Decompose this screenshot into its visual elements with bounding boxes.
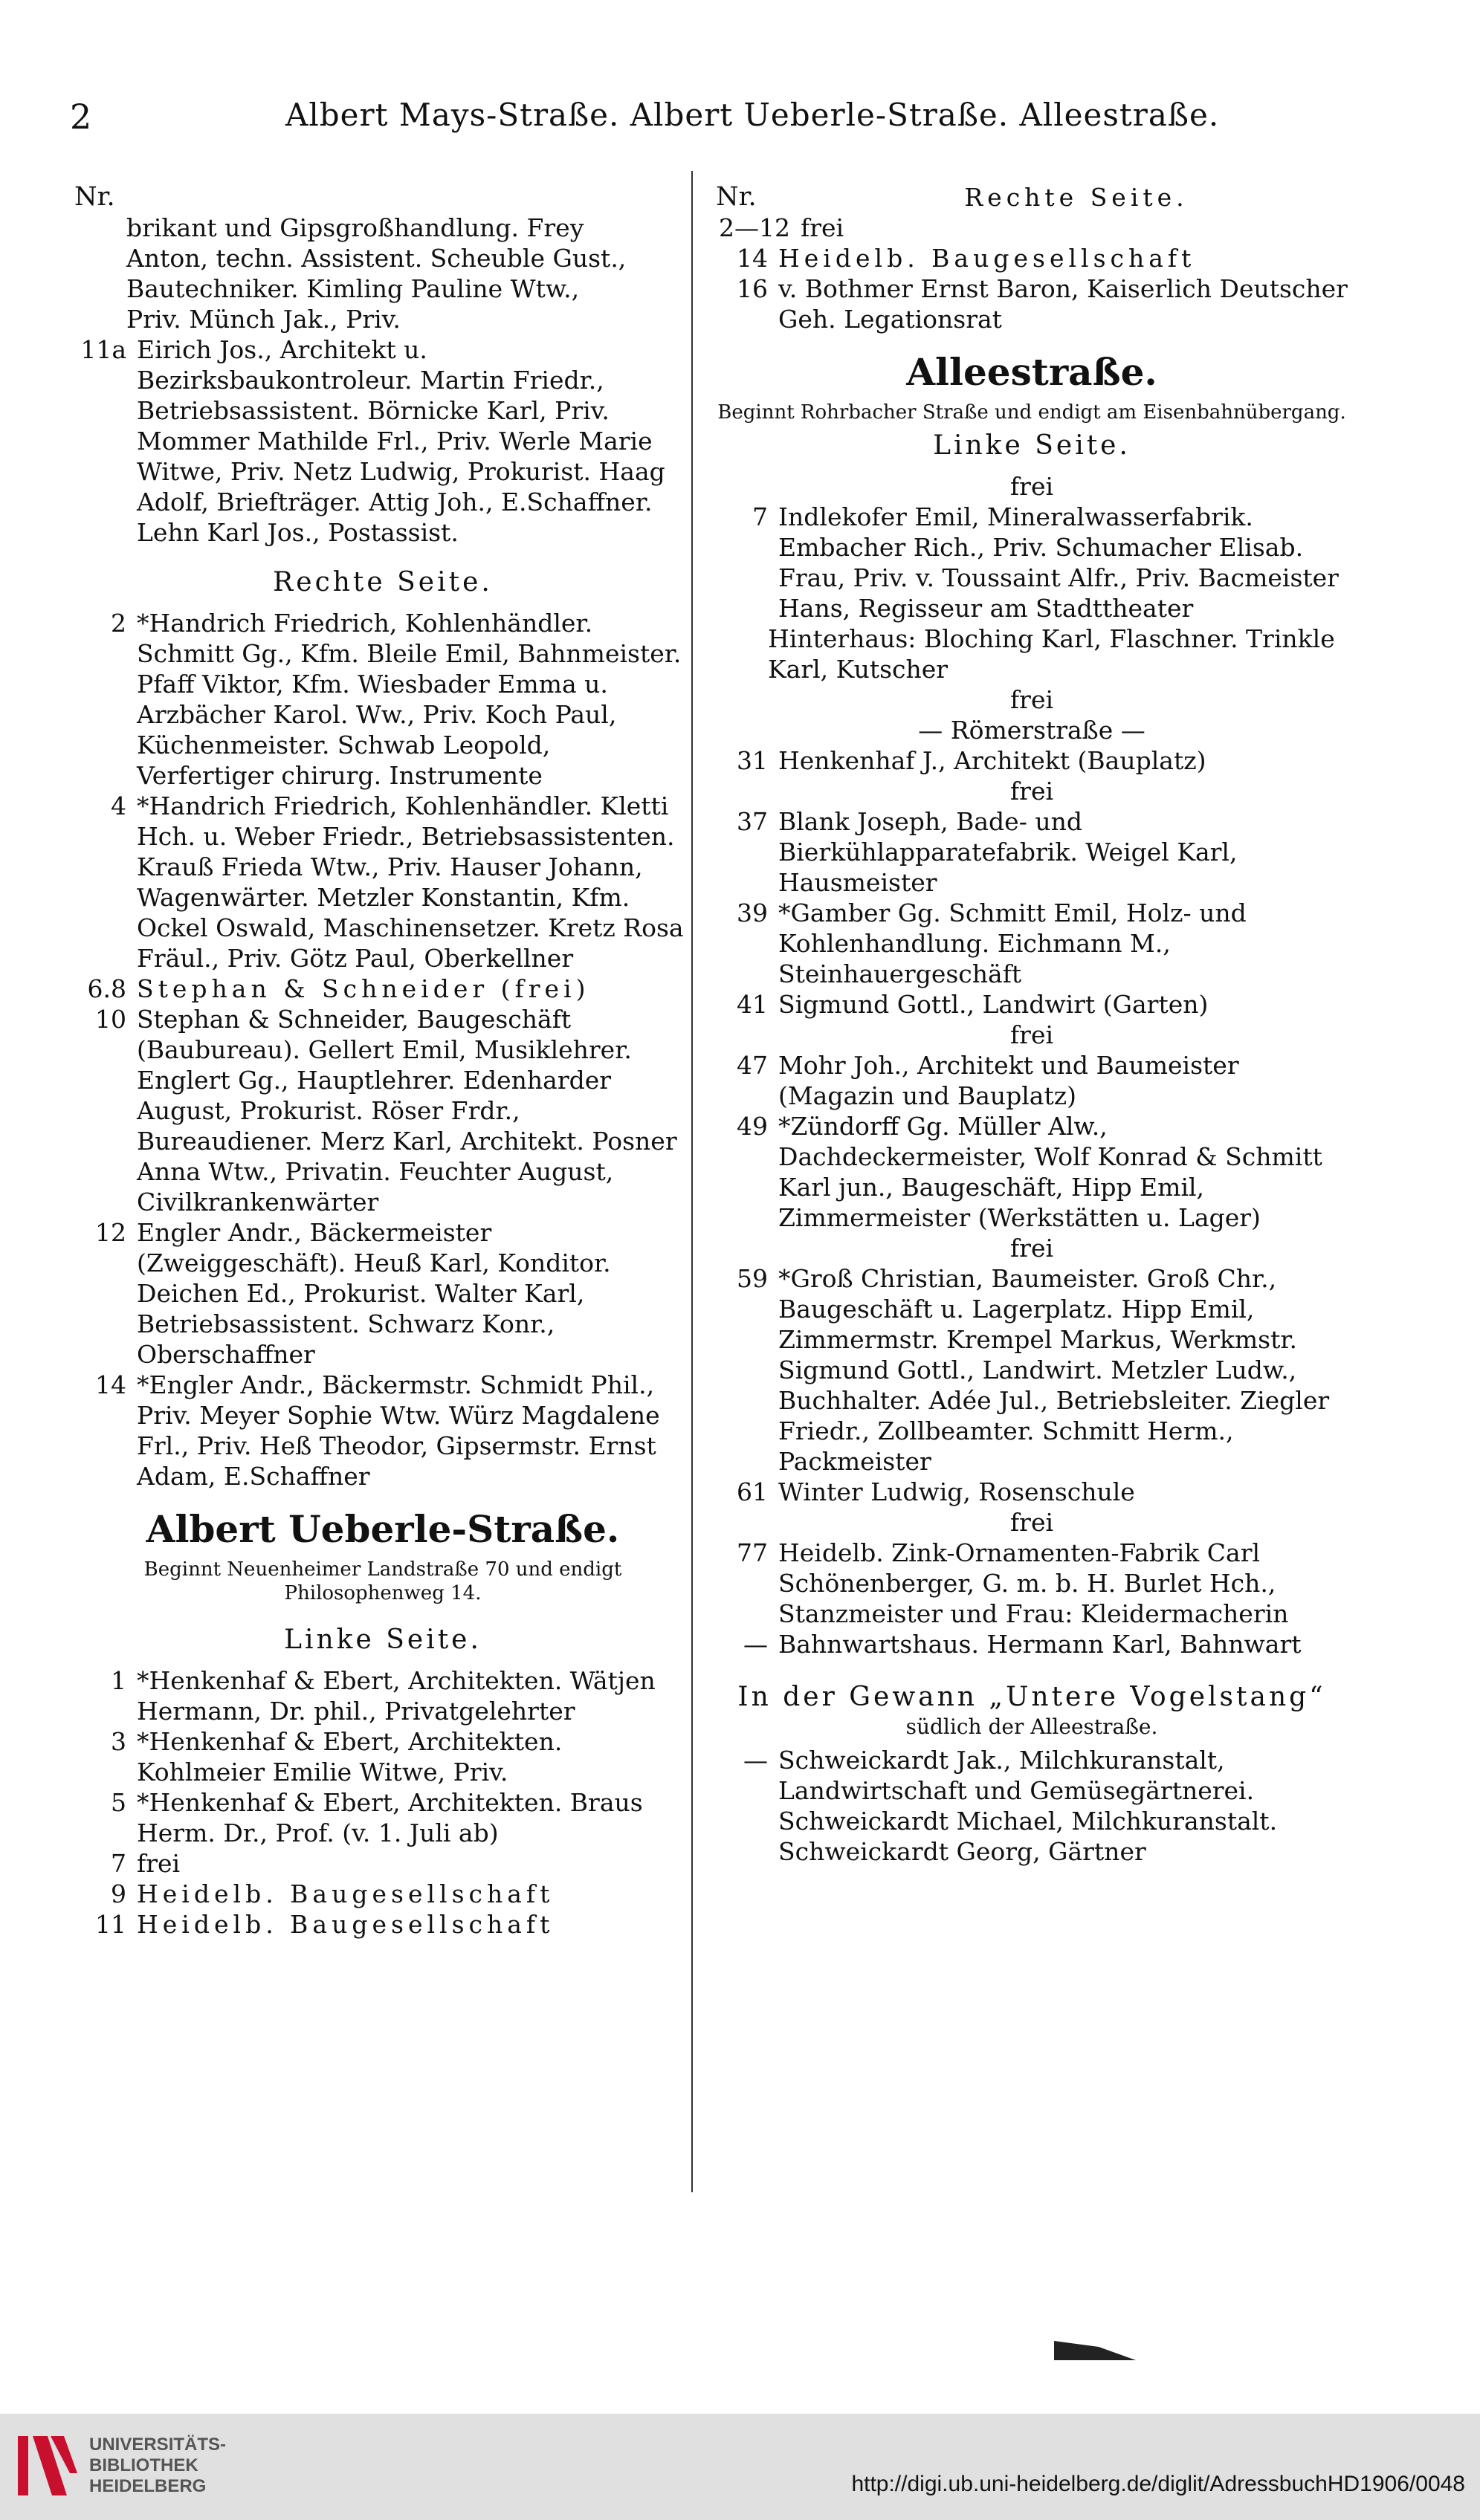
intro-line: Priv. Münch Jak., Priv. bbox=[126, 305, 401, 334]
address-entry bbox=[74, 1004, 691, 1217]
side-heading: Rechte Seite. bbox=[964, 183, 1189, 212]
residents: Heidelb. Baugesellschaft bbox=[137, 1910, 555, 1939]
residents: *Handrich Friedrich, Kohlenhändler. Schmitt Gg., Kfm. Bleile Emil, Bahnmeister. Pfaff Viktor, Kfm. Wiesbader Emma u. Arzbächer Karol. Ww., Priv. Koch Paul, Küchenmeister. Schwab Leopold, Verfertiger chirurg. Instrumente bbox=[137, 609, 682, 790]
address-entry bbox=[74, 1217, 691, 1370]
house-number: 6.8 bbox=[87, 974, 126, 1003]
residents: Heidelb. Baugesellschaft bbox=[778, 244, 1196, 273]
house-number: 7 bbox=[752, 502, 768, 531]
house-number: 7 bbox=[111, 1849, 126, 1878]
street-note: Beginnt Rohrbacher Straße und endigt am Eisenbahnübergang. bbox=[717, 401, 1346, 424]
residents: Sigmund Gottl., Landwirt (Garten) bbox=[778, 990, 1209, 1019]
street-title: Alleestraße. bbox=[906, 350, 1157, 394]
address-entry bbox=[716, 273, 1348, 334]
residents: v. Bothmer Ernst Baron, Kaiserlich Deutscher Geh. Legationsrat bbox=[778, 274, 1348, 334]
residents: Blank Joseph, Bade- und Bierkühlapparatefabrik. Weigel Karl, Hausmeister bbox=[778, 807, 1238, 897]
house-number: 14 bbox=[737, 244, 768, 273]
house-number: 14 bbox=[95, 1370, 126, 1399]
scan-artifact bbox=[1054, 2333, 1143, 2363]
library-name-line: UNIVERSITÄTS- bbox=[89, 2435, 227, 2455]
address-entry bbox=[74, 1848, 691, 1879]
house-number: 4 bbox=[111, 791, 126, 820]
street-title: Albert Ueberle-Straße. bbox=[146, 1507, 620, 1551]
residents: Henkenhaf J., Architekt (Bauplatz) bbox=[778, 746, 1206, 775]
source-url-link[interactable]: http://digi.ub.uni-heidelberg.de/diglit/AdressbuchHD1906/0048 bbox=[851, 2472, 1465, 2496]
address-entry bbox=[716, 1263, 1348, 1477]
intro-line: Bautechniker. Kimling Pauline Wtw., bbox=[126, 274, 580, 303]
residents: Winter Ludwig, Rosenschule bbox=[778, 1477, 1135, 1506]
house-number: 39 bbox=[737, 898, 768, 927]
residents: Heidelb. Zink-Ornamenten-Fabrik Carl Schönenberger, G. m. b. H. Burlet Hch., Stanzmeister und Frau: Kleidermacherin bbox=[778, 1538, 1289, 1628]
address-entry bbox=[74, 1370, 691, 1491]
intro-block bbox=[74, 213, 691, 334]
address-entry bbox=[716, 502, 1348, 623]
residents: frei bbox=[801, 213, 844, 242]
vacant-lot: frei bbox=[1009, 1234, 1054, 1263]
vacant-lot: frei bbox=[1009, 1508, 1054, 1537]
running-title: Albert Mays-Straße. Albert Ueberle-Straße. Alleestraße. bbox=[285, 97, 1220, 133]
residents: Engler Andr., Bäckermeister (Zweiggeschäft). Heuß Karl, Konditor. Deichen Ed., Prokurist. Walter Karl, Betriebsassistent. Schwarz Konr., Oberschaffner bbox=[137, 1218, 611, 1369]
address-entry bbox=[716, 898, 1348, 989]
residents: *Henkenhaf & Ebert, Architekten. Braus Herm. Dr., Prof. (v. 1. Juli ab) bbox=[137, 1788, 643, 1847]
residents: Indlekofer Emil, Mineralwasserfabrik. Embacher Rich., Priv. Schumacher Elisab. Frau, Priv. v. Toussaint Alfr., Priv. Bacmeister Hans, Regisseur am Stadttheater bbox=[778, 502, 1339, 623]
house-number: 12 bbox=[95, 1218, 126, 1247]
field-note: südlich der Alleestraße. bbox=[905, 1714, 1158, 1739]
house-number: 2—12 bbox=[719, 213, 790, 242]
right-column bbox=[716, 182, 1348, 1867]
residents: Bahnwartshaus. Hermann Karl, Bahnwart bbox=[778, 1630, 1302, 1659]
address-entry bbox=[74, 1879, 691, 1909]
residents: Heidelb. Baugesellschaft bbox=[137, 1879, 555, 1908]
address-entry bbox=[716, 1111, 1348, 1233]
house-number: 59 bbox=[737, 1264, 768, 1293]
side-heading: Rechte Seite. bbox=[273, 567, 493, 597]
address-entry bbox=[74, 1665, 691, 1726]
house-number: 77 bbox=[737, 1538, 768, 1567]
address-entry bbox=[716, 1538, 1348, 1629]
field-heading: In der Gewann „Untere Vogelstang“ bbox=[737, 1682, 1326, 1712]
residents: *Groß Christian, Baumeister. Groß Chr., Baugeschäft u. Lagerplatz. Hipp Emil, Zimmermstr. Krempel Markus, Werkmstr. Sigmund Gottl., Landwirt. Metzler Ludw., Buchhalter. Adée Jul., Betriebsleiter. Ziegler Friedr., Zollbeamter. Schmitt Herm., Packmeister bbox=[778, 1264, 1330, 1476]
vacant-lot: frei bbox=[1009, 1020, 1054, 1049]
residents: Schweickardt Jak., Milchkuranstalt, Landwirtschaft und Gemüsegärtnerei. Schweickardt Michael, Milchkuranstalt. Schweickardt Georg, Gärtner bbox=[778, 1746, 1278, 1866]
left-column bbox=[74, 182, 691, 1940]
address-entry bbox=[74, 1726, 691, 1787]
address-entry bbox=[716, 213, 1348, 243]
address-entry bbox=[716, 1050, 1348, 1111]
library-logo-icon bbox=[15, 2429, 79, 2503]
footer-bar bbox=[0, 2414, 1480, 2520]
address-entry bbox=[74, 1787, 691, 1848]
house-number: 2 bbox=[111, 609, 126, 638]
library-name-line: BIBLIOTHEK bbox=[89, 2455, 198, 2475]
house-number: 61 bbox=[737, 1477, 768, 1506]
house-number: 31 bbox=[737, 746, 768, 775]
house-number: 11 bbox=[95, 1910, 126, 1939]
residents: Stephan & Schneider (frei) bbox=[137, 974, 590, 1003]
address-entry bbox=[74, 791, 691, 974]
residents: frei bbox=[137, 1849, 181, 1878]
library-name-line: HEIDELBERG bbox=[89, 2476, 207, 2496]
house-number: 1 bbox=[111, 1666, 126, 1695]
address-entry bbox=[74, 1909, 691, 1940]
house-number: 16 bbox=[737, 274, 768, 303]
residents: *Gamber Gg. Schmitt Emil, Holz- und Kohlenhandlung. Eichmann M., Steinhauergeschäft bbox=[778, 898, 1247, 988]
intro-line: brikant und Gipsgroßhandlung. Frey bbox=[126, 213, 584, 242]
residents: *Handrich Friedrich, Kohlenhändler. Kletti Hch. u. Weber Friedr., Betriebsassistenten. Krauß Frieda Wtw., Priv. Hauser Johann, Wagenwärter. Metzler Konstantin, Kfm. Ockel Oswald, Maschinensetzer. Kretz Rosa Fräul., Priv. Götz Paul, Oberkellner bbox=[137, 791, 684, 973]
address-entry bbox=[74, 334, 691, 548]
house-number: 11a bbox=[80, 335, 126, 364]
nr-label: Nr. bbox=[74, 182, 115, 212]
address-entry bbox=[716, 243, 1348, 273]
address-entry bbox=[716, 745, 1348, 776]
column-divider bbox=[691, 171, 693, 2192]
address-entry bbox=[716, 1629, 1348, 1659]
house-number: 10 bbox=[95, 1005, 126, 1034]
address-entry bbox=[74, 974, 691, 1004]
residents: *Henkenhaf & Ebert, Architekten. Kohlmeier Emilie Witwe, Priv. bbox=[137, 1727, 563, 1787]
vacant-lot: frei bbox=[1009, 472, 1054, 501]
residents: *Zündorff Gg. Müller Alw., Dachdeckermeister, Wolf Konrad & Schmitt Karl jun., Baugeschäft, Hipp Emil, Zimmermeister (Werkstätten u. Lager) bbox=[778, 1112, 1322, 1232]
residents: *Henkenhaf & Ebert, Architekten. Wätjen Hermann, Dr. phil., Privatgelehrter bbox=[137, 1666, 656, 1726]
street-note: Beginnt Neuenheimer Landstraße 70 und endigt Philosophenweg 14. bbox=[143, 1558, 622, 1604]
address-entry bbox=[74, 608, 691, 791]
house-number: 41 bbox=[737, 990, 768, 1019]
house-number: 9 bbox=[111, 1879, 126, 1908]
side-heading: Linke Seite. bbox=[284, 1625, 482, 1655]
vacant-lot: frei bbox=[1009, 685, 1054, 714]
library-name bbox=[89, 2435, 226, 2497]
rear-building: Hinterhaus: Bloching Karl, Flaschner. Trinkle Karl, Kutscher bbox=[768, 624, 1335, 684]
address-entry bbox=[716, 806, 1348, 898]
address-entry bbox=[716, 1745, 1348, 1867]
address-entry bbox=[716, 989, 1348, 1020]
column-head bbox=[716, 182, 1348, 213]
page-header bbox=[70, 97, 1423, 141]
residents: *Engler Andr., Bäckermstr. Schmidt Phil., Priv. Meyer Sophie Wtw. Würz Magdalene Frl., Priv. Heß Theodor, Gipsermstr. Ernst Adam, E.Schaffner bbox=[137, 1370, 660, 1491]
side-heading: Linke Seite. bbox=[933, 430, 1131, 461]
house-number: 3 bbox=[111, 1727, 126, 1756]
house-number: — bbox=[743, 1746, 768, 1775]
cross-street: — Römerstraße — bbox=[918, 716, 1145, 745]
house-number: 47 bbox=[737, 1051, 768, 1080]
house-number: — bbox=[743, 1630, 768, 1659]
residents: Mohr Joh., Architekt und Baumeister (Magazin und Bauplatz) bbox=[778, 1051, 1239, 1110]
page-number: 2 bbox=[70, 97, 92, 137]
residents: Eirich Jos., Architekt u. Bezirksbaukontroleur. Martin Friedr., Betriebsassistent. Börnicke Karl, Priv. Mommer Mathilde Frl., Priv. Werle Marie Witwe, Priv. Netz Ludwig, Prokurist. Haag Adolf, Briefträger. Attig Joh., E.Schaffner. Lehn Karl Jos., Postassist. bbox=[137, 335, 665, 547]
house-number: 49 bbox=[737, 1112, 768, 1141]
house-number: 5 bbox=[111, 1788, 126, 1817]
residents: Stephan & Schneider, Baugeschäft (Baubureau). Gellert Emil, Musiklehrer. Englert Gg., Hauptlehrer. Edenharder August, Prokurist. Röser Frdr., Bureaudiener. Merz Karl, Architekt. Posner Anna Wtw., Privatin. Feuchter August, Civilkrankenwärter bbox=[137, 1005, 677, 1217]
house-number: 37 bbox=[737, 807, 768, 836]
nr-label: Nr. bbox=[716, 182, 757, 212]
address-entry bbox=[716, 1477, 1348, 1507]
intro-line: Anton, techn. Assistent. Scheuble Gust., bbox=[126, 244, 627, 273]
vacant-lot: frei bbox=[1009, 777, 1054, 806]
